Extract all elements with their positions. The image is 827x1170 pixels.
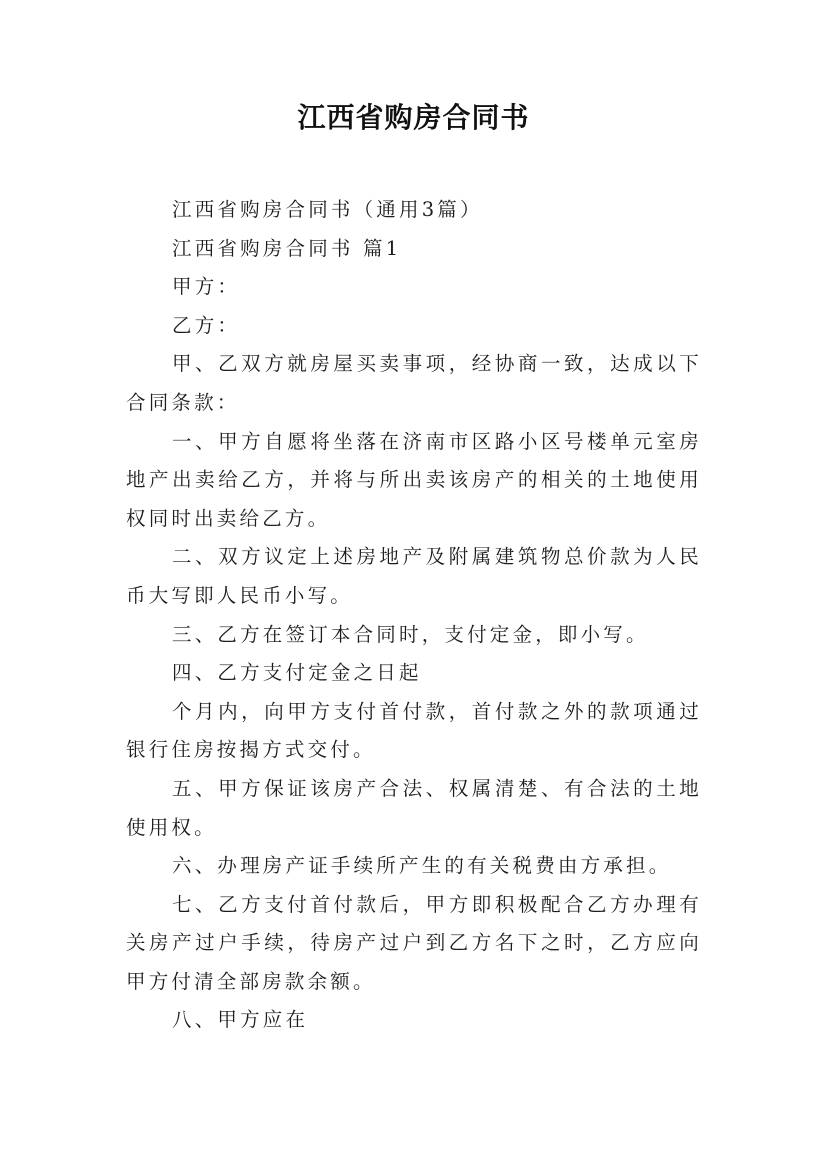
paragraph-preamble: 甲、乙双方就房屋买卖事项，经协商一致，达成以下合同条款： [126, 352, 702, 414]
paragraph-collection-heading: 江西省购房合同书（通用3篇） [172, 198, 483, 221]
paragraph-clause-8: 八、甲方应在 [172, 1008, 309, 1032]
paragraph-party-b: 乙方： [172, 313, 241, 337]
paragraph-clause-4: 四、乙方支付定金之日起 [172, 661, 422, 685]
document-title: 江西省购房合同书 [297, 101, 530, 134]
paragraph-party-a: 甲方： [172, 275, 241, 299]
paragraph-clause-2: 二、双方议定上述房地产及附属建筑物总价款为人民币大写即人民币小写。 [126, 545, 702, 607]
paragraph-clause-5: 五、甲方保证该房产合法、权属清楚、有合法的土地使用权。 [126, 776, 702, 839]
paragraph-clause-1: 一、甲方自愿将坐落在济南市区路小区号楼单元室房地产出卖给乙方，并将与所出卖该房产的相关的土地使用权同时出卖给乙方。 [126, 429, 702, 530]
document-body [126, 191, 702, 1040]
paragraph-clause-6: 六、办理房产证手续所产生的有关税费由方承担。 [172, 854, 672, 878]
paragraph-clause-7: 七、乙方支付首付款后，甲方即积极配合乙方办理有关房产过户手续，待房产过户到乙方名下之时，乙方应向甲方付清全部房款余额。 [126, 892, 702, 993]
paragraph-section-heading: 江西省购房合同书 篇1 [172, 236, 402, 260]
paragraph-clause-3: 三、乙方在签订本合同时，支付定金，即小写。 [172, 622, 649, 646]
paragraph-clause-4-continued: 个月内，向甲方支付首付款，首付款之外的款项通过银行住房按揭方式交付。 [126, 699, 702, 762]
